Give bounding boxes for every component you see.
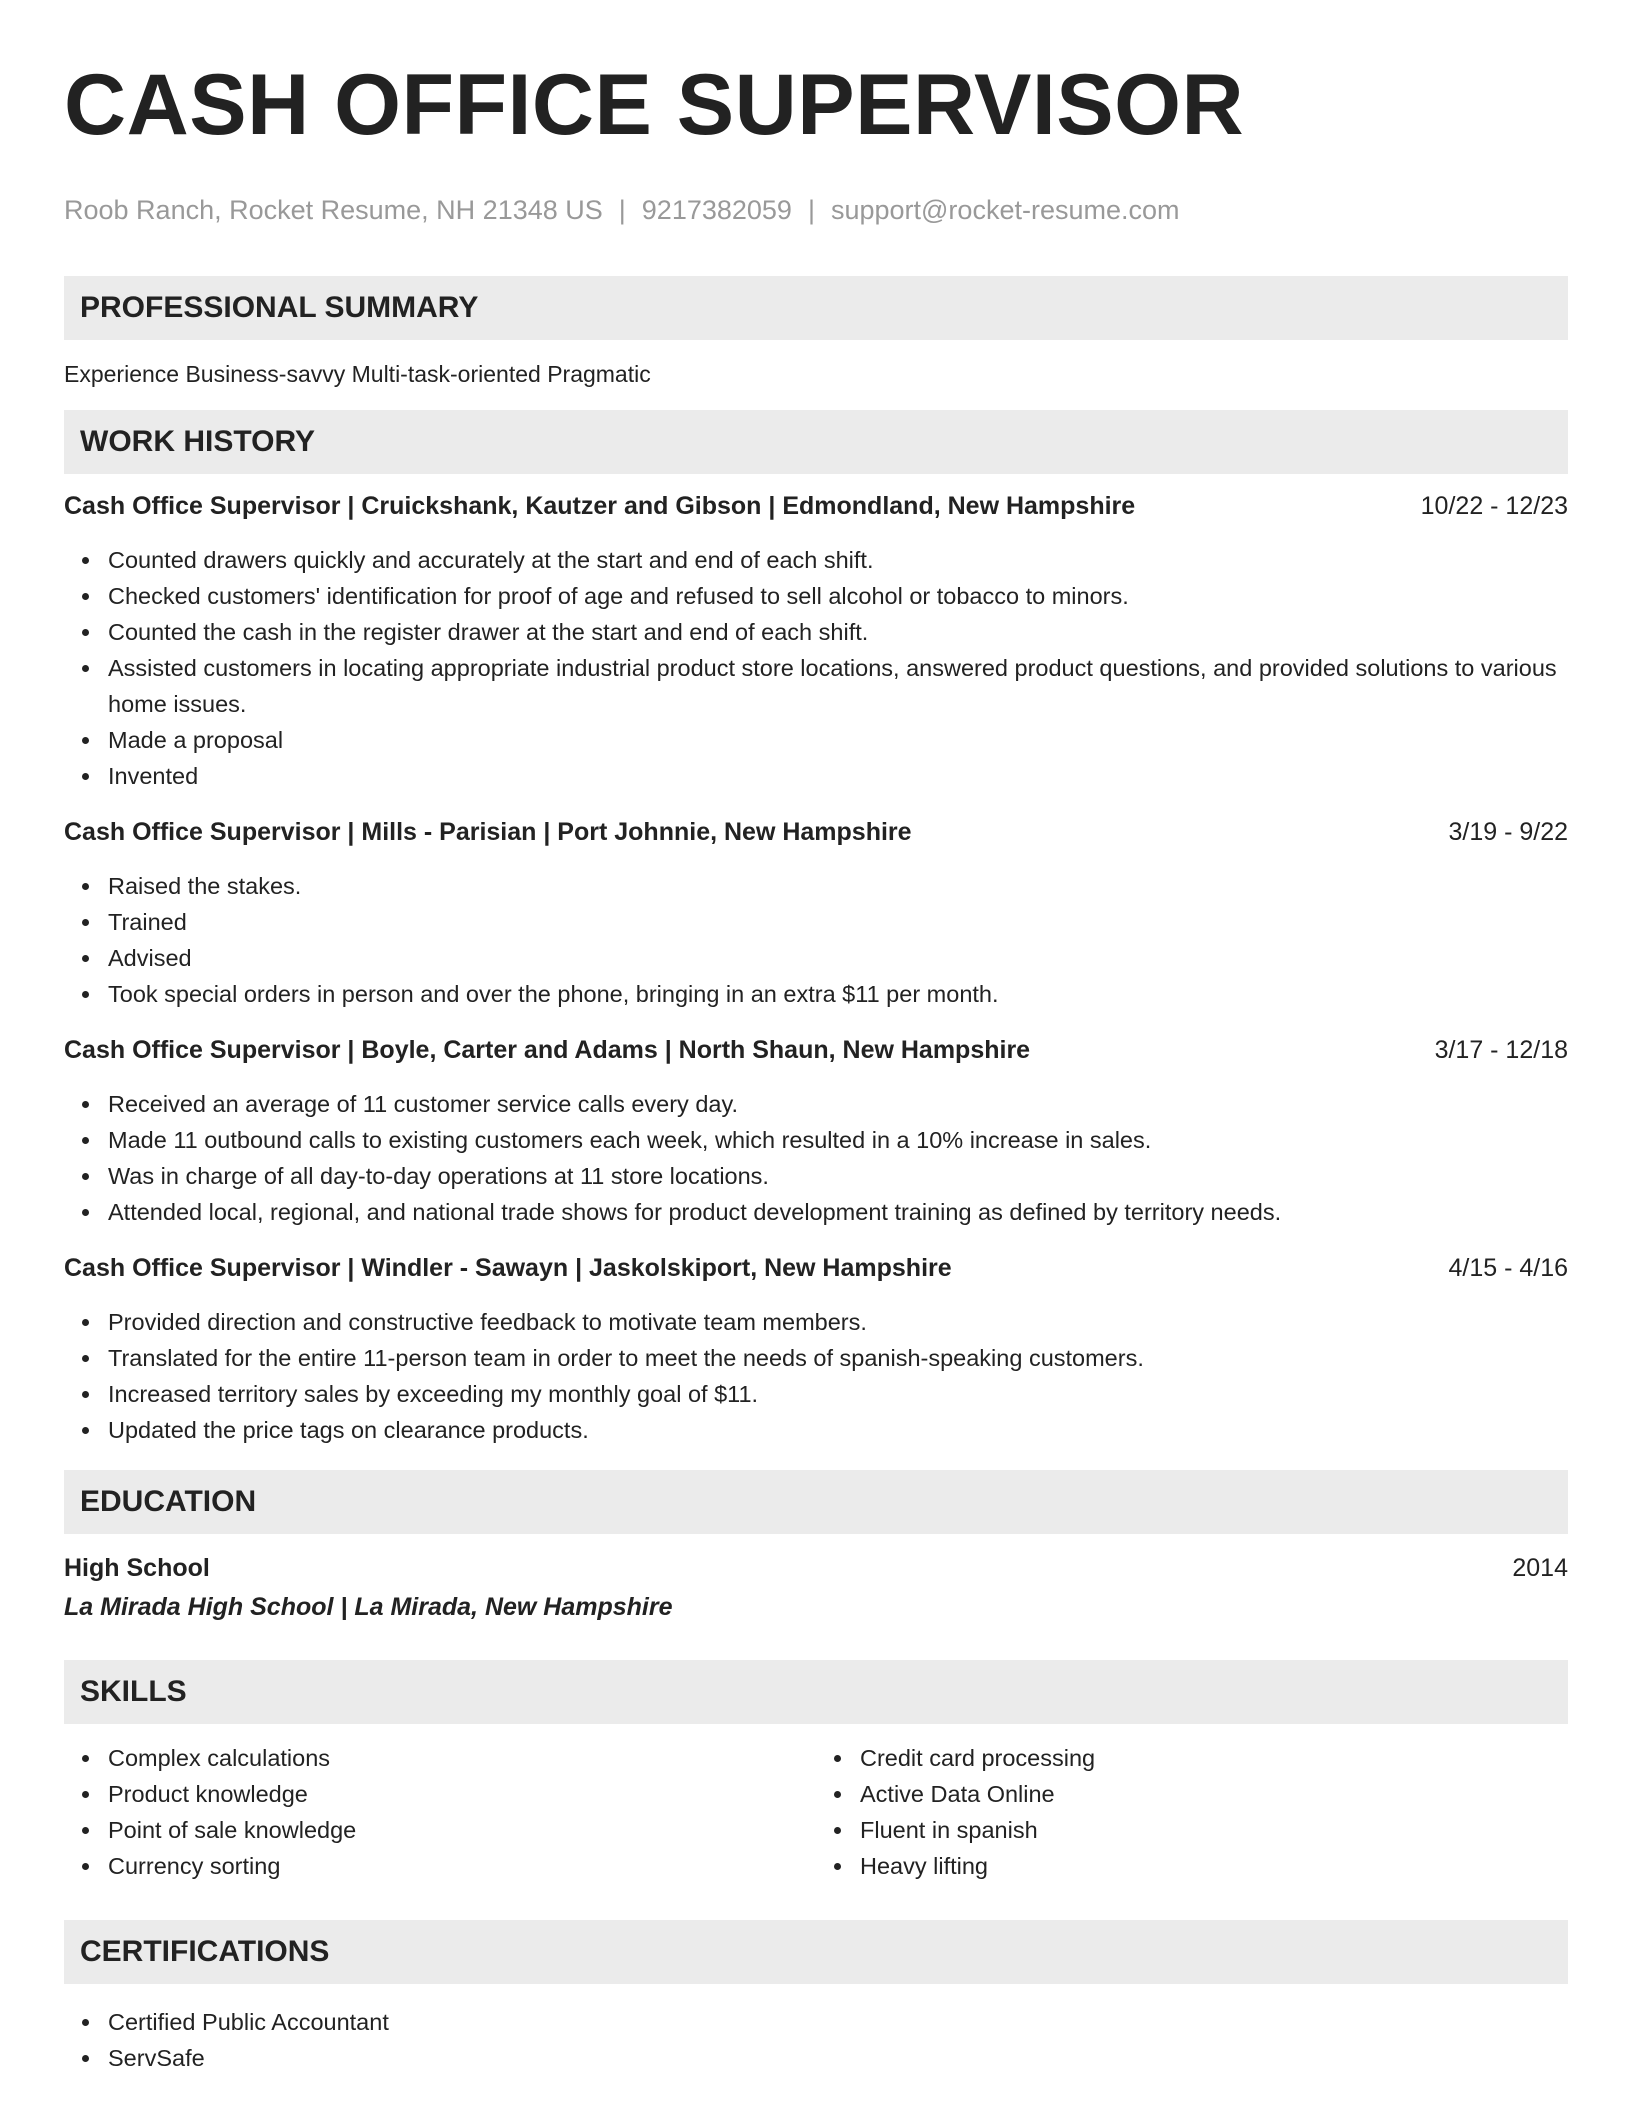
education-row (64, 1552, 1568, 1584)
job-title: Cash Office Supervisor | Windler - Sawayn | Jaskolskiport, New Hampshire (64, 1254, 952, 1282)
skills-right-list (816, 1740, 1568, 1884)
job-bullet: Made a proposal (64, 722, 1568, 758)
work-history-list (64, 490, 1568, 1448)
job-bullet: Counted drawers quickly and accurately at the start and end of each shift. (64, 542, 1568, 578)
job-bullet: Counted the cash in the register drawer at the start and end of each shift. (64, 614, 1568, 650)
certification-item: ServSafe (64, 2040, 1568, 2076)
education-school: La Mirada High School | La Mirada, New Hampshire (64, 1593, 673, 1621)
summary-heading: PROFESSIONAL SUMMARY (64, 276, 1568, 340)
summary-text: Experience Business-savvy Multi-task-oriented Pragmatic (64, 361, 651, 387)
work-history-heading: WORK HISTORY (64, 410, 1568, 474)
job-title: Cash Office Supervisor | Boyle, Carter and Adams | North Shaun, New Hampshire (64, 1036, 1031, 1064)
skill-item: Fluent in spanish (816, 1812, 1568, 1848)
job-bullet: Checked customers' identification for proof of age and refused to sell alcohol or tobacco to minors. (64, 578, 1568, 614)
skill-item: Active Data Online (816, 1776, 1568, 1812)
job-bullet: Received an average of 11 customer service calls every day. (64, 1086, 1568, 1122)
job-bullet: Increased territory sales by exceeding my monthly goal of $11. (64, 1376, 1568, 1412)
job-dates: 10/22 - 12/23 (1420, 492, 1568, 520)
candidate-name: CASH OFFICE SUPERVISOR (64, 57, 1245, 153)
job-title: Cash Office Supervisor | Cruickshank, Kautzer and Gibson | Edmondland, New Hampshire (64, 492, 1136, 520)
skill-item: Credit card processing (816, 1740, 1568, 1776)
job-entry (64, 490, 1568, 794)
education-year: 2014 (1512, 1554, 1568, 1582)
job-header (64, 1034, 1568, 1066)
job-entry (64, 1252, 1568, 1448)
skills-heading: SKILLS (64, 1660, 1568, 1724)
job-bullets (64, 868, 1568, 1012)
contact-phone: 9217382059 (641, 195, 792, 225)
contact-separator: | (618, 195, 626, 225)
job-bullet: Advised (64, 940, 1568, 976)
certifications-list (64, 2004, 1568, 2076)
job-bullet: Was in charge of all day-to-day operations at 11 store locations. (64, 1158, 1568, 1194)
job-bullet: Attended local, regional, and national trade shows for product development training as defined by territory needs. (64, 1194, 1568, 1230)
skills-columns (64, 1740, 1568, 1884)
job-bullet: Translated for the entire 11-person team in order to meet the needs of spanish-speaking customers. (64, 1340, 1568, 1376)
skills-left-list (64, 1740, 816, 1884)
education-degree: High School (64, 1554, 210, 1582)
job-title: Cash Office Supervisor | Mills - Parisian | Port Johnnie, New Hampshire (64, 818, 912, 846)
certification-item: Certified Public Accountant (64, 2004, 1568, 2040)
job-bullet: Raised the stakes. (64, 868, 1568, 904)
job-bullets (64, 1086, 1568, 1230)
job-dates: 4/15 - 4/16 (1448, 1254, 1568, 1282)
skill-item: Heavy lifting (816, 1848, 1568, 1884)
job-entry (64, 1034, 1568, 1230)
certifications-heading: CERTIFICATIONS (64, 1920, 1568, 1984)
job-dates: 3/17 - 12/18 (1434, 1036, 1568, 1064)
job-dates: 3/19 - 9/22 (1448, 818, 1568, 846)
contact-separator: | (807, 195, 815, 225)
job-bullet: Trained (64, 904, 1568, 940)
job-bullet: Took special orders in person and over the phone, bringing in an extra $11 per month. (64, 976, 1568, 1012)
job-bullets (64, 542, 1568, 794)
job-header (64, 490, 1568, 522)
job-bullet: Assisted customers in locating appropriate industrial product store locations, answered product questions, and provided solutions to various home issues. (64, 650, 1568, 722)
skill-item: Product knowledge (64, 1776, 816, 1812)
job-bullets (64, 1304, 1568, 1448)
job-bullet: Updated the price tags on clearance products. (64, 1412, 1568, 1448)
job-entry (64, 816, 1568, 1012)
skill-item: Point of sale knowledge (64, 1812, 816, 1848)
skill-item: Complex calculations (64, 1740, 816, 1776)
skill-item: Currency sorting (64, 1848, 816, 1884)
education-heading: EDUCATION (64, 1470, 1568, 1534)
contact-line (64, 194, 1568, 226)
job-header (64, 816, 1568, 848)
contact-address: Roob Ranch, Rocket Resume, NH 21348 US (64, 195, 603, 225)
job-bullet: Made 11 outbound calls to existing customers each week, which resulted in a 10% increase in sales. (64, 1122, 1568, 1158)
contact-email: support@rocket-resume.com (830, 195, 1180, 225)
job-bullet: Provided direction and constructive feedback to motivate team members. (64, 1304, 1568, 1340)
job-header (64, 1252, 1568, 1284)
job-bullet: Invented (64, 758, 1568, 794)
